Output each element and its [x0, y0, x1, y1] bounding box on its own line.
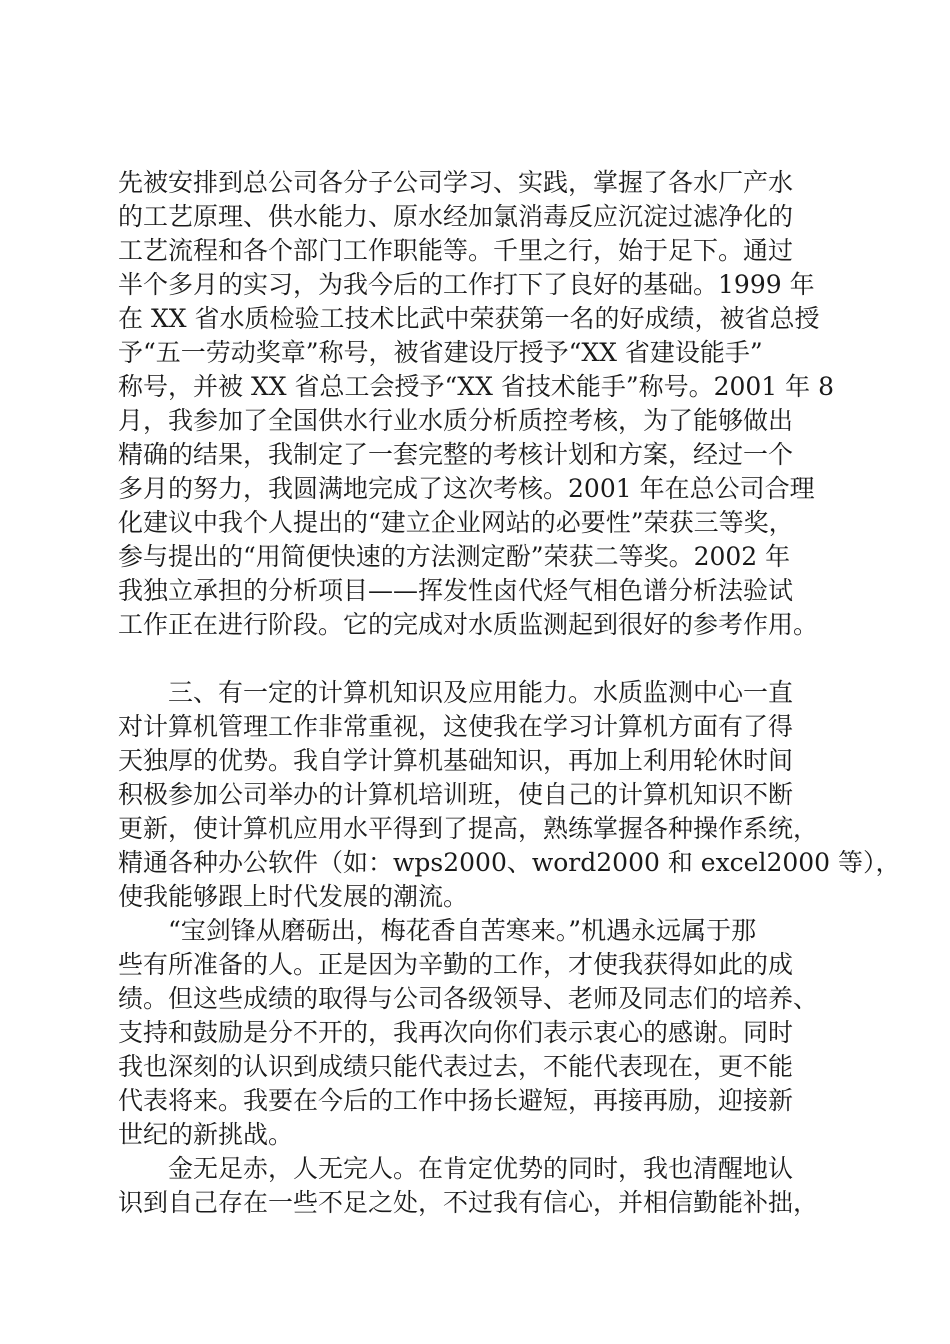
body-text-line: 支持和鼓励是分不开的，我再次向你们表示衷心的感谢。同时	[118, 1018, 794, 1047]
paragraph-first-line: “宝剑锋从磨砺出，梅花香自苦寒来。”机遇永远属于那	[168, 916, 757, 945]
body-text-line: 对计算机管理工作非常重视，这使我在学习计算机方面有了得	[118, 712, 794, 741]
body-text-line: 代表将来。我要在今后的工作中扬长避短，再接再励，迎接新	[118, 1086, 794, 1115]
body-text-line: 我也深刻的认识到成绩只能代表过去，不能代表现在，更不能	[118, 1052, 794, 1081]
body-text-line: 月，我参加了全国供水行业水质分析质控考核，为了能够做出	[118, 406, 794, 435]
body-text-line: 精通各种办公软件（如：wps2000、word2000 和 excel2000 等），	[118, 848, 901, 877]
body-text-line: 予“五一劳动奖章”称号，被省建设厅授予“XX 省建设能手”	[118, 338, 763, 367]
paragraph-first-line: 金无足赤，人无完人。在肯定优势的同时，我也清醒地认	[168, 1154, 794, 1183]
body-text-line: 些有所准备的人。正是因为辛勤的工作，才使我获得如此的成	[118, 950, 794, 979]
body-text-line: 我独立承担的分析项目——挥发性卤代烃气相色谱分析法验试	[118, 576, 794, 605]
body-text-line: 参与提出的“用简便快速的方法测定酚”荣获二等奖。2002 年	[118, 542, 791, 571]
paragraph-first-line: 三、有一定的计算机知识及应用能力。水质监测中心一直	[168, 678, 794, 707]
body-text-line: 工艺流程和各个部门工作职能等。千里之行，始于足下。通过	[118, 236, 794, 265]
body-text-line: 半个多月的实习，为我今后的工作打下了良好的基础。1999 年	[118, 270, 815, 299]
body-text-line: 化建议中我个人提出的“建立企业网站的必要性”荣获三等奖，	[118, 508, 794, 537]
body-text-line: 的工艺原理、供水能力、原水经加氯消毒反应沉淀过滤净化的	[118, 202, 794, 231]
body-text-line: 称号，并被 XX 省总工会授予“XX 省技术能手”称号。2001 年 8	[118, 372, 835, 401]
body-text-line: 多月的努力，我圆满地完成了这次考核。2001 年在总公司合理	[118, 474, 815, 503]
body-text-line: 在 XX 省水质检验工技术比武中荣获第一名的好成绩，被省总授	[118, 304, 820, 333]
body-text-line: 识到自己存在一些不足之处，不过我有信心，并相信勤能补拙，	[118, 1188, 819, 1217]
body-text-line: 使我能够跟上时代发展的潮流。	[118, 882, 469, 911]
body-text-line: 先被安排到总公司各分子公司学习、实践，掌握了各水厂产水	[118, 168, 794, 197]
body-text-line: 精确的结果，我制定了一套完整的考核计划和方案，经过一个	[118, 440, 794, 469]
body-text-line: 天独厚的优势。我自学计算机基础知识，再加上利用轮休时间	[118, 746, 794, 775]
body-text-line: 工作正在进行阶段。它的完成对水质监测起到很好的参考作用。	[118, 610, 819, 639]
body-text-line: 更新，使计算机应用水平得到了提高，熟练掌握各种操作系统，	[118, 814, 819, 843]
body-text-line: 绩。但这些成绩的取得与公司各级领导、老师及同志们的培养、	[118, 984, 819, 1013]
body-text-line: 世纪的新挑战。	[118, 1120, 294, 1149]
body-text-line: 积极参加公司举办的计算机培训班，使自己的计算机知识不断	[118, 780, 794, 809]
